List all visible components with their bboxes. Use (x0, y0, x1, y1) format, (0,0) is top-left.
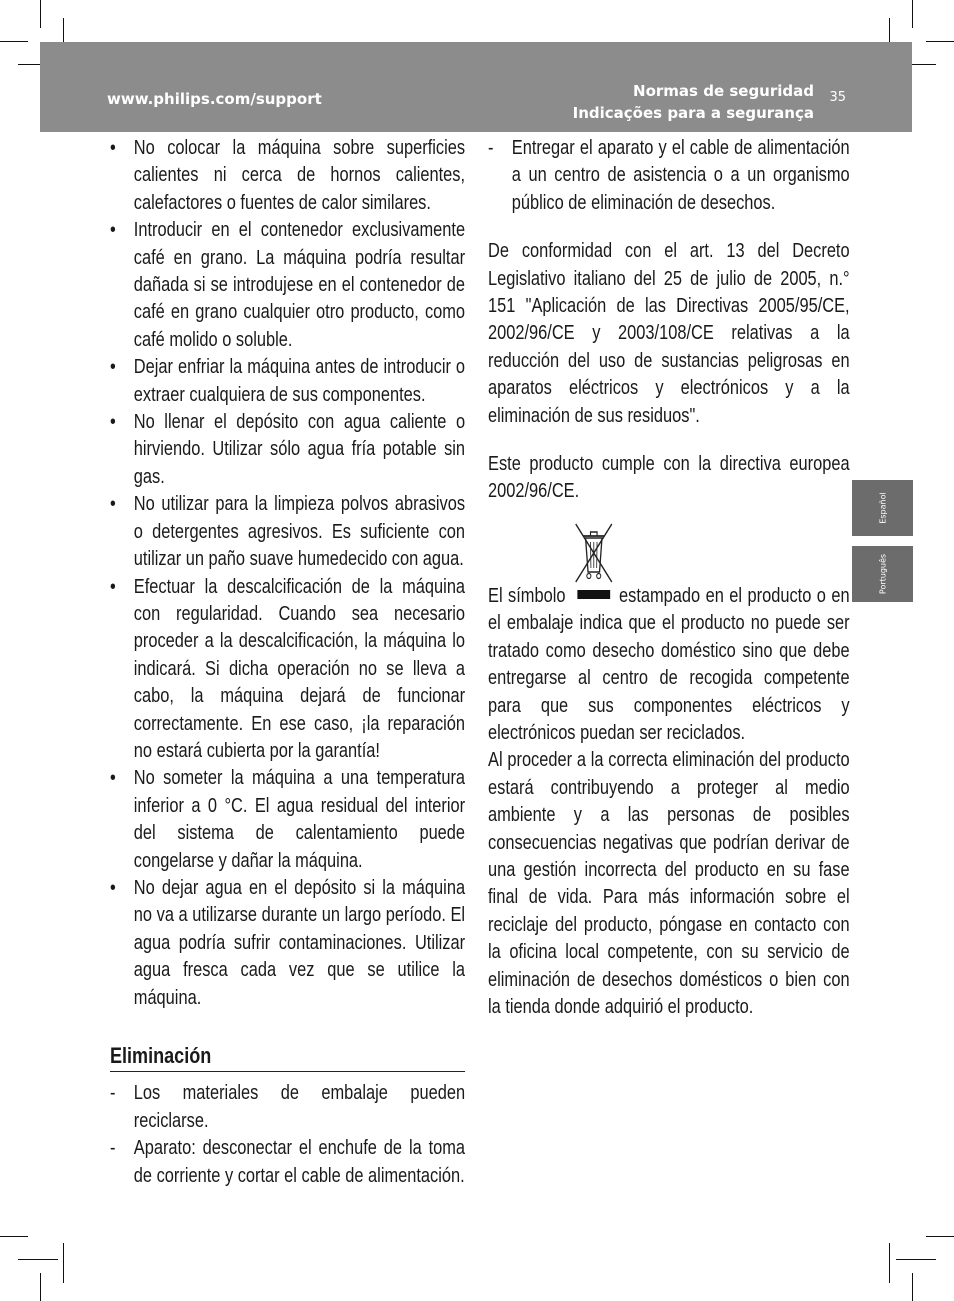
section-heading-eliminacion: Eliminación (110, 1042, 465, 1072)
list-item: • Introducir en el contenedor exclusivamente café en grano. La máquina podría resultar dañada si se introdujese en el contenedor de café en grano cualquier otro producto, como café molido o soluble. (110, 219, 466, 351)
header-titles (573, 80, 814, 124)
crop-mark (926, 41, 954, 42)
side-tab-portugues[interactable] (852, 546, 913, 602)
list-item: • No dejar agua en el depósito si la máquina no va a utilizarse durante un largo período. El agua podría sufrir contaminaciones. Utilizar agua fresca cada vez que se utilice la máquina. (110, 876, 466, 1009)
page-header (40, 42, 912, 132)
crossed-bin-icon (571, 584, 614, 602)
list-item: - Aparato: desconectar el enchufe de la toma de corriente y cortar el cable de alimentación. (110, 1137, 466, 1187)
recycling-paragraph: Al proceder a la correcta eliminación del producto estará contribuyendo a proteger al medio ambiente y a las personas de posibles consecuencias negativas que podrían derivar de una gestión incorrecta del producto en su fase final de vida. Para más información sobre el reciclaje del producto, póngase en contacto con la oficina local competente, con su servicio de eliminación de desechos domésticos o bien con la tienda donde adquirió el producto. (488, 749, 850, 1018)
page-number: 35 (829, 90, 846, 105)
crop-mark (912, 0, 913, 28)
list-item: • No colocar la máquina sobre superficies calientes ni cerca de hornos calientes, calefactores o fuentes de calor similares. (110, 137, 466, 214)
list-item: - Los materiales de embalaje pueden reciclarse. (110, 1082, 466, 1132)
list-item: • No utilizar para la limpieza polvos abrasivos o detergentes agresivos. Es suficiente con utilizar un paño suave humedecido con agua. (110, 493, 466, 571)
list-item: • Efectuar la descalcificación de la máquina con regularidad. Cuando sea necesario proceder a la descalcificación, la máquina lo indicará. Si dicha operación no se lleva a cabo, la máquina dejará de funcionar correctamente. En ese caso, ¡la reparación no estará cubierta por la garantía! (110, 575, 466, 762)
legal-paragraph: De conformidad con el art. 13 del Decreto Legislativo italiano del 25 de julio de 2005, n.° 151 "Aplicación de las Directivas 2005/95/CE, 2002/96/CE y 2003/108/CE relativas a la reducción del uso de sustancias peligrosas en aparatos eléctricos y electrónicos y a la eliminación de sus residuos". (488, 240, 850, 427)
list-item: • Dejar enfriar la máquina antes de introducir o extraer cualquiera de sus componentes. (110, 356, 466, 406)
header-title-pt: Indicações para a segurança (572, 104, 814, 122)
support-url[interactable]: www.philips.com/support (107, 90, 322, 108)
side-tab-label: Español (878, 492, 887, 524)
crop-mark (926, 1236, 954, 1237)
crop-mark (912, 1273, 913, 1301)
crop-mark (40, 0, 41, 28)
list-item: - Entregar el aparato y el cable de alimentación a un centro de asistencia o a un organismo público de eliminación de desechos. (488, 137, 850, 214)
list-item: • No someter la máquina a una temperatura inferior a 0 °C. El agua residual del interior del sistema de calentamiento puede congelarse y dañar la máquina. (110, 767, 466, 872)
crop-mark (0, 41, 28, 42)
left-column (110, 135, 465, 1190)
list-item: • No llenar el depósito con agua caliente o hirviendo. Utilizar sólo agua fría potable sin gas. (110, 411, 466, 488)
crop-mark (889, 1243, 890, 1283)
side-tab-label: Português (878, 553, 887, 595)
crop-mark (896, 1259, 936, 1260)
crop-mark (0, 1236, 28, 1237)
crop-mark (63, 1243, 64, 1283)
header-title-es: Normas de seguridad (633, 82, 814, 100)
right-column (488, 135, 850, 1021)
crop-mark (40, 1273, 41, 1301)
crop-mark (18, 1259, 58, 1260)
symbol-paragraph: El símbolo estampado en el producto o en el embalaje indica que el producto no puede ser tratado como desecho doméstico sino que debe entregarse al centro de recogida competente para que sus componentes eléctricos y electrónicos puedan ser reciclados. (488, 583, 850, 747)
side-tab-espanol[interactable] (852, 480, 913, 536)
directive-paragraph: Este producto cumple con la directiva europea 2002/96/CE. (488, 453, 850, 503)
